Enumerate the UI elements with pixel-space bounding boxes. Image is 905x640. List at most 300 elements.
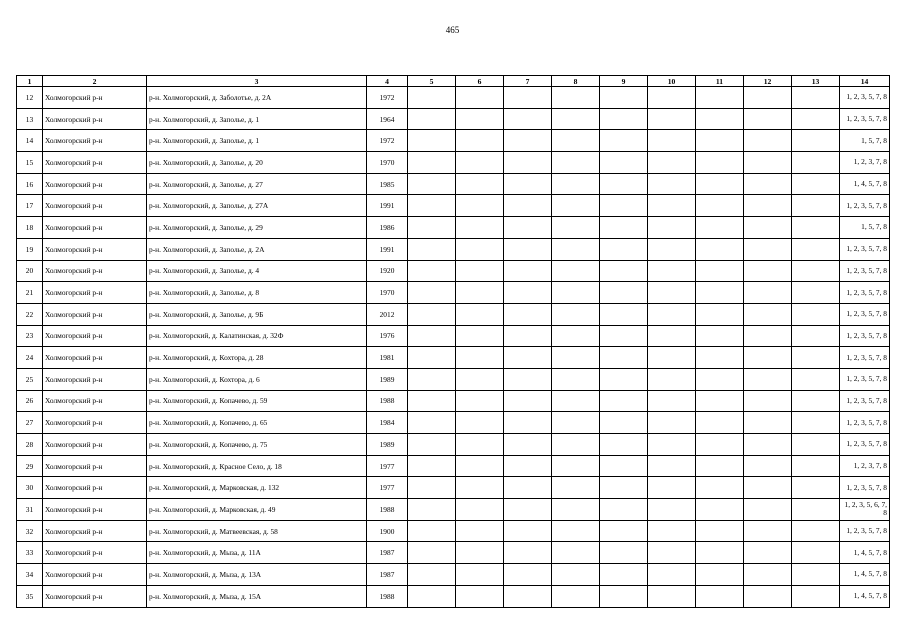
empty-cell-col-6 [456, 455, 504, 477]
empty-cell-col-8 [552, 260, 600, 282]
empty-cell-col-12 [744, 238, 792, 260]
empty-cell-col-10 [648, 173, 696, 195]
empty-cell-col-11 [696, 520, 744, 542]
codes-cell: 1, 2, 3, 5, 7, 8 [840, 477, 890, 499]
empty-cell-col-13 [792, 368, 840, 390]
empty-cell-col-7 [504, 108, 552, 130]
empty-cell-col-5 [408, 260, 456, 282]
column-header-4: 4 [367, 76, 408, 87]
district-cell: Холмогорский р-н [43, 499, 147, 521]
empty-cell-col-10 [648, 434, 696, 456]
year-cell: 1987 [367, 542, 408, 564]
empty-cell-col-7 [504, 412, 552, 434]
empty-cell-col-10 [648, 325, 696, 347]
empty-cell-col-7 [504, 368, 552, 390]
empty-cell-col-12 [744, 108, 792, 130]
empty-cell-col-5 [408, 390, 456, 412]
empty-cell-col-5 [408, 108, 456, 130]
empty-cell-col-10 [648, 303, 696, 325]
empty-cell-col-8 [552, 325, 600, 347]
empty-cell-col-13 [792, 477, 840, 499]
empty-cell-col-7 [504, 455, 552, 477]
codes-cell: 1, 2, 3, 5, 7, 8 [840, 195, 890, 217]
address-cell: р-н. Холмогорский, д. Заполье, д. 20 [147, 152, 367, 174]
district-cell: Холмогорский р-н [43, 282, 147, 304]
empty-cell-col-13 [792, 303, 840, 325]
district-cell: Холмогорский р-н [43, 347, 147, 369]
empty-cell-col-12 [744, 325, 792, 347]
address-cell: р-н. Холмогорский, д. Заполье, д. 4 [147, 260, 367, 282]
empty-cell-col-5 [408, 152, 456, 174]
address-cell: р-н. Холмогорский, д. Заполье, д. 9Б [147, 303, 367, 325]
empty-cell-col-6 [456, 542, 504, 564]
empty-cell-col-12 [744, 564, 792, 586]
empty-cell-col-5 [408, 499, 456, 521]
address-cell: р-н. Холмогорский, д. Копачево, д. 75 [147, 434, 367, 456]
empty-cell-col-10 [648, 542, 696, 564]
table-row [17, 303, 890, 325]
empty-cell-col-5 [408, 347, 456, 369]
empty-cell-col-10 [648, 520, 696, 542]
row-number-cell: 26 [17, 390, 43, 412]
empty-cell-col-7 [504, 477, 552, 499]
year-cell: 1972 [367, 87, 408, 109]
empty-cell-col-12 [744, 585, 792, 607]
table-row [17, 434, 890, 456]
empty-cell-col-13 [792, 173, 840, 195]
empty-cell-col-9 [600, 108, 648, 130]
empty-cell-col-5 [408, 238, 456, 260]
table-row [17, 325, 890, 347]
address-cell: р-н. Холмогорский, д. Заполье, д. 1 [147, 108, 367, 130]
district-cell: Холмогорский р-н [43, 130, 147, 152]
empty-cell-col-7 [504, 434, 552, 456]
empty-cell-col-12 [744, 477, 792, 499]
empty-cell-col-10 [648, 564, 696, 586]
table-row [17, 390, 890, 412]
empty-cell-col-10 [648, 455, 696, 477]
row-number-cell: 33 [17, 542, 43, 564]
empty-cell-col-5 [408, 455, 456, 477]
year-cell: 2012 [367, 303, 408, 325]
table-row [17, 520, 890, 542]
empty-cell-col-13 [792, 282, 840, 304]
empty-cell-col-13 [792, 585, 840, 607]
table-row [17, 477, 890, 499]
empty-cell-col-8 [552, 368, 600, 390]
table-row [17, 282, 890, 304]
empty-cell-col-10 [648, 130, 696, 152]
empty-cell-col-5 [408, 217, 456, 239]
empty-cell-col-11 [696, 412, 744, 434]
district-cell: Холмогорский р-н [43, 303, 147, 325]
empty-cell-col-10 [648, 195, 696, 217]
empty-cell-col-7 [504, 130, 552, 152]
address-cell: р-н. Холмогорский, д. Заполье, д. 27А [147, 195, 367, 217]
year-cell: 1986 [367, 217, 408, 239]
column-header-9: 9 [600, 76, 648, 87]
empty-cell-col-5 [408, 87, 456, 109]
table-row [17, 542, 890, 564]
empty-cell-col-9 [600, 260, 648, 282]
empty-cell-col-8 [552, 499, 600, 521]
empty-cell-col-13 [792, 412, 840, 434]
empty-cell-col-8 [552, 152, 600, 174]
codes-cell: 1, 2, 3, 5, 7, 8 [840, 238, 890, 260]
empty-cell-col-12 [744, 520, 792, 542]
empty-cell-col-10 [648, 87, 696, 109]
row-number-cell: 21 [17, 282, 43, 304]
codes-cell: 1, 4, 5, 7, 8 [840, 585, 890, 607]
empty-cell-col-12 [744, 195, 792, 217]
row-number-cell: 35 [17, 585, 43, 607]
empty-cell-col-8 [552, 173, 600, 195]
row-number-cell: 27 [17, 412, 43, 434]
empty-cell-col-6 [456, 434, 504, 456]
empty-cell-col-5 [408, 282, 456, 304]
empty-cell-col-5 [408, 173, 456, 195]
table-row [17, 564, 890, 586]
empty-cell-col-11 [696, 564, 744, 586]
year-cell: 1988 [367, 390, 408, 412]
year-cell: 1984 [367, 412, 408, 434]
year-cell: 1920 [367, 260, 408, 282]
address-cell: р-н. Холмогорский, д. Кохтора, д. 6 [147, 368, 367, 390]
empty-cell-col-8 [552, 564, 600, 586]
empty-cell-col-9 [600, 303, 648, 325]
empty-cell-col-13 [792, 130, 840, 152]
year-cell: 1988 [367, 585, 408, 607]
empty-cell-col-8 [552, 282, 600, 304]
codes-cell: 1, 2, 3, 7, 8 [840, 455, 890, 477]
empty-cell-col-9 [600, 87, 648, 109]
empty-cell-col-9 [600, 282, 648, 304]
row-number-cell: 32 [17, 520, 43, 542]
year-cell: 1991 [367, 238, 408, 260]
district-cell: Холмогорский р-н [43, 412, 147, 434]
empty-cell-col-12 [744, 434, 792, 456]
year-cell: 1970 [367, 152, 408, 174]
row-number-cell: 14 [17, 130, 43, 152]
year-cell: 1989 [367, 434, 408, 456]
empty-cell-col-8 [552, 347, 600, 369]
empty-cell-col-9 [600, 412, 648, 434]
empty-cell-col-9 [600, 325, 648, 347]
empty-cell-col-11 [696, 347, 744, 369]
empty-cell-col-8 [552, 130, 600, 152]
empty-cell-col-12 [744, 130, 792, 152]
codes-cell: 1, 2, 3, 5, 7, 8 [840, 368, 890, 390]
empty-cell-col-12 [744, 303, 792, 325]
empty-cell-col-5 [408, 130, 456, 152]
column-header-12: 12 [744, 76, 792, 87]
empty-cell-col-9 [600, 195, 648, 217]
codes-cell: 1, 4, 5, 7, 8 [840, 542, 890, 564]
empty-cell-col-10 [648, 260, 696, 282]
year-cell: 1977 [367, 455, 408, 477]
page-number: 465 [445, 25, 460, 35]
year-cell: 1981 [367, 347, 408, 369]
row-number-cell: 28 [17, 434, 43, 456]
row-number-cell: 13 [17, 108, 43, 130]
empty-cell-col-9 [600, 152, 648, 174]
codes-cell: 1, 2, 3, 5, 7, 8 [840, 87, 890, 109]
empty-cell-col-13 [792, 238, 840, 260]
empty-cell-col-13 [792, 520, 840, 542]
address-cell: р-н. Холмогорский, д. Копачево, д. 65 [147, 412, 367, 434]
table-row [17, 152, 890, 174]
empty-cell-col-11 [696, 238, 744, 260]
empty-cell-col-6 [456, 130, 504, 152]
empty-cell-col-7 [504, 520, 552, 542]
column-header-5: 5 [408, 76, 456, 87]
row-number-cell: 31 [17, 499, 43, 521]
empty-cell-col-12 [744, 87, 792, 109]
empty-cell-col-5 [408, 325, 456, 347]
table-row [17, 238, 890, 260]
empty-cell-col-13 [792, 499, 840, 521]
empty-cell-col-13 [792, 455, 840, 477]
row-number-cell: 22 [17, 303, 43, 325]
empty-cell-col-9 [600, 390, 648, 412]
column-header-1: 1 [17, 76, 43, 87]
empty-cell-col-7 [504, 585, 552, 607]
district-cell: Холмогорский р-н [43, 325, 147, 347]
row-number-cell: 18 [17, 217, 43, 239]
empty-cell-col-6 [456, 282, 504, 304]
empty-cell-col-10 [648, 217, 696, 239]
row-number-cell: 15 [17, 152, 43, 174]
empty-cell-col-5 [408, 434, 456, 456]
empty-cell-col-11 [696, 152, 744, 174]
empty-cell-col-10 [648, 585, 696, 607]
empty-cell-col-9 [600, 173, 648, 195]
year-cell: 1964 [367, 108, 408, 130]
empty-cell-col-11 [696, 542, 744, 564]
empty-cell-col-5 [408, 368, 456, 390]
district-cell: Холмогорский р-н [43, 434, 147, 456]
empty-cell-col-7 [504, 217, 552, 239]
empty-cell-col-13 [792, 195, 840, 217]
empty-cell-col-6 [456, 585, 504, 607]
table-row [17, 87, 890, 109]
district-cell: Холмогорский р-н [43, 390, 147, 412]
empty-cell-col-9 [600, 542, 648, 564]
district-cell: Холмогорский р-н [43, 152, 147, 174]
empty-cell-col-11 [696, 477, 744, 499]
table-row [17, 499, 890, 521]
empty-cell-col-8 [552, 87, 600, 109]
empty-cell-col-12 [744, 499, 792, 521]
empty-cell-col-7 [504, 390, 552, 412]
column-header-7: 7 [504, 76, 552, 87]
empty-cell-col-11 [696, 585, 744, 607]
empty-cell-col-11 [696, 260, 744, 282]
column-header-3: 3 [147, 76, 367, 87]
district-cell: Холмогорский р-н [43, 368, 147, 390]
empty-cell-col-6 [456, 499, 504, 521]
empty-cell-col-13 [792, 217, 840, 239]
column-header-14: 14 [840, 76, 890, 87]
empty-cell-col-11 [696, 217, 744, 239]
row-number-cell: 25 [17, 368, 43, 390]
row-number-cell: 34 [17, 564, 43, 586]
table-row [17, 455, 890, 477]
codes-cell: 1, 2, 3, 5, 7, 8 [840, 108, 890, 130]
year-cell: 1970 [367, 282, 408, 304]
table-row [17, 585, 890, 607]
district-cell: Холмогорский р-н [43, 217, 147, 239]
table-row [17, 217, 890, 239]
address-cell: р-н. Холмогорский, д. Заполье, д. 27 [147, 173, 367, 195]
district-cell: Холмогорский р-н [43, 542, 147, 564]
empty-cell-col-7 [504, 152, 552, 174]
empty-cell-col-10 [648, 477, 696, 499]
empty-cell-col-10 [648, 390, 696, 412]
empty-cell-col-8 [552, 303, 600, 325]
codes-cell: 1, 2, 3, 5, 7, 8 [840, 303, 890, 325]
codes-cell: 1, 2, 3, 5, 7, 8 [840, 520, 890, 542]
empty-cell-col-6 [456, 238, 504, 260]
year-cell: 1988 [367, 499, 408, 521]
empty-cell-col-12 [744, 368, 792, 390]
empty-cell-col-7 [504, 260, 552, 282]
empty-cell-col-11 [696, 173, 744, 195]
address-cell: р-н. Холмогорский, д. Мыза, д. 15А [147, 585, 367, 607]
empty-cell-col-11 [696, 368, 744, 390]
empty-cell-col-10 [648, 412, 696, 434]
empty-cell-col-8 [552, 390, 600, 412]
empty-cell-col-12 [744, 152, 792, 174]
column-header-2: 2 [43, 76, 147, 87]
district-cell: Холмогорский р-н [43, 87, 147, 109]
empty-cell-col-8 [552, 455, 600, 477]
empty-cell-col-10 [648, 152, 696, 174]
district-cell: Холмогорский р-н [43, 477, 147, 499]
empty-cell-col-7 [504, 542, 552, 564]
year-cell: 1989 [367, 368, 408, 390]
empty-cell-col-5 [408, 585, 456, 607]
codes-cell: 1, 2, 3, 5, 7, 8 [840, 347, 890, 369]
address-cell: р-н. Холмогорский, д. Заполье, д. 1 [147, 130, 367, 152]
empty-cell-col-9 [600, 520, 648, 542]
empty-cell-col-6 [456, 87, 504, 109]
empty-cell-col-5 [408, 303, 456, 325]
column-header-6: 6 [456, 76, 504, 87]
address-cell: р-н. Холмогорский, д. Заполье, д. 8 [147, 282, 367, 304]
empty-cell-col-10 [648, 368, 696, 390]
address-cell: р-н. Холмогорский, д. Марковская, д. 49 [147, 499, 367, 521]
empty-cell-col-5 [408, 564, 456, 586]
codes-cell: 1, 2, 3, 5, 7, 8 [840, 260, 890, 282]
table-row [17, 195, 890, 217]
year-cell: 1987 [367, 564, 408, 586]
empty-cell-col-10 [648, 238, 696, 260]
empty-cell-col-12 [744, 347, 792, 369]
codes-cell: 1, 4, 5, 7, 8 [840, 564, 890, 586]
empty-cell-col-7 [504, 303, 552, 325]
empty-cell-col-11 [696, 130, 744, 152]
empty-cell-col-5 [408, 195, 456, 217]
column-header-10: 10 [648, 76, 696, 87]
year-cell: 1972 [367, 130, 408, 152]
row-number-cell: 23 [17, 325, 43, 347]
empty-cell-col-8 [552, 542, 600, 564]
row-number-cell: 29 [17, 455, 43, 477]
empty-cell-col-6 [456, 368, 504, 390]
empty-cell-col-9 [600, 499, 648, 521]
year-cell: 1976 [367, 325, 408, 347]
year-cell: 1977 [367, 477, 408, 499]
empty-cell-col-13 [792, 434, 840, 456]
district-cell: Холмогорский р-н [43, 260, 147, 282]
empty-cell-col-12 [744, 282, 792, 304]
empty-cell-col-6 [456, 347, 504, 369]
table-header-row [17, 76, 890, 87]
empty-cell-col-9 [600, 455, 648, 477]
empty-cell-col-6 [456, 325, 504, 347]
row-number-cell: 20 [17, 260, 43, 282]
empty-cell-col-12 [744, 412, 792, 434]
empty-cell-col-6 [456, 108, 504, 130]
empty-cell-col-13 [792, 108, 840, 130]
empty-cell-col-9 [600, 368, 648, 390]
address-cell: р-н. Холмогорский, д. Марковская, д. 132 [147, 477, 367, 499]
row-number-cell: 30 [17, 477, 43, 499]
empty-cell-col-13 [792, 564, 840, 586]
empty-cell-col-13 [792, 347, 840, 369]
empty-cell-col-12 [744, 217, 792, 239]
codes-cell: 1, 5, 7, 8 [840, 217, 890, 239]
district-cell: Холмогорский р-н [43, 195, 147, 217]
table-row [17, 368, 890, 390]
address-cell: р-н. Холмогорский, д. Мыза, д. 13А [147, 564, 367, 586]
empty-cell-col-13 [792, 542, 840, 564]
empty-cell-col-12 [744, 390, 792, 412]
empty-cell-col-6 [456, 564, 504, 586]
district-cell: Холмогорский р-н [43, 564, 147, 586]
empty-cell-col-6 [456, 412, 504, 434]
empty-cell-col-11 [696, 499, 744, 521]
empty-cell-col-13 [792, 152, 840, 174]
empty-cell-col-9 [600, 434, 648, 456]
empty-cell-col-7 [504, 195, 552, 217]
codes-cell: 1, 2, 3, 5, 6, 7, 8 [840, 499, 890, 521]
empty-cell-col-13 [792, 87, 840, 109]
empty-cell-col-6 [456, 303, 504, 325]
codes-cell: 1, 2, 3, 5, 7, 8 [840, 434, 890, 456]
address-cell: р-н. Холмогорский, д. Калатинская, д. 32Ф [147, 325, 367, 347]
empty-cell-col-13 [792, 325, 840, 347]
empty-cell-col-7 [504, 173, 552, 195]
empty-cell-col-11 [696, 87, 744, 109]
empty-cell-col-6 [456, 260, 504, 282]
empty-cell-col-11 [696, 303, 744, 325]
empty-cell-col-8 [552, 195, 600, 217]
empty-cell-col-11 [696, 455, 744, 477]
empty-cell-col-10 [648, 499, 696, 521]
column-header-11: 11 [696, 76, 744, 87]
empty-cell-col-6 [456, 195, 504, 217]
empty-cell-col-8 [552, 477, 600, 499]
table-row [17, 412, 890, 434]
row-number-cell: 17 [17, 195, 43, 217]
empty-cell-col-5 [408, 520, 456, 542]
empty-cell-col-9 [600, 585, 648, 607]
address-cell: р-н. Холмогорский, д. Заполье, д. 29 [147, 217, 367, 239]
empty-cell-col-10 [648, 108, 696, 130]
empty-cell-col-8 [552, 520, 600, 542]
